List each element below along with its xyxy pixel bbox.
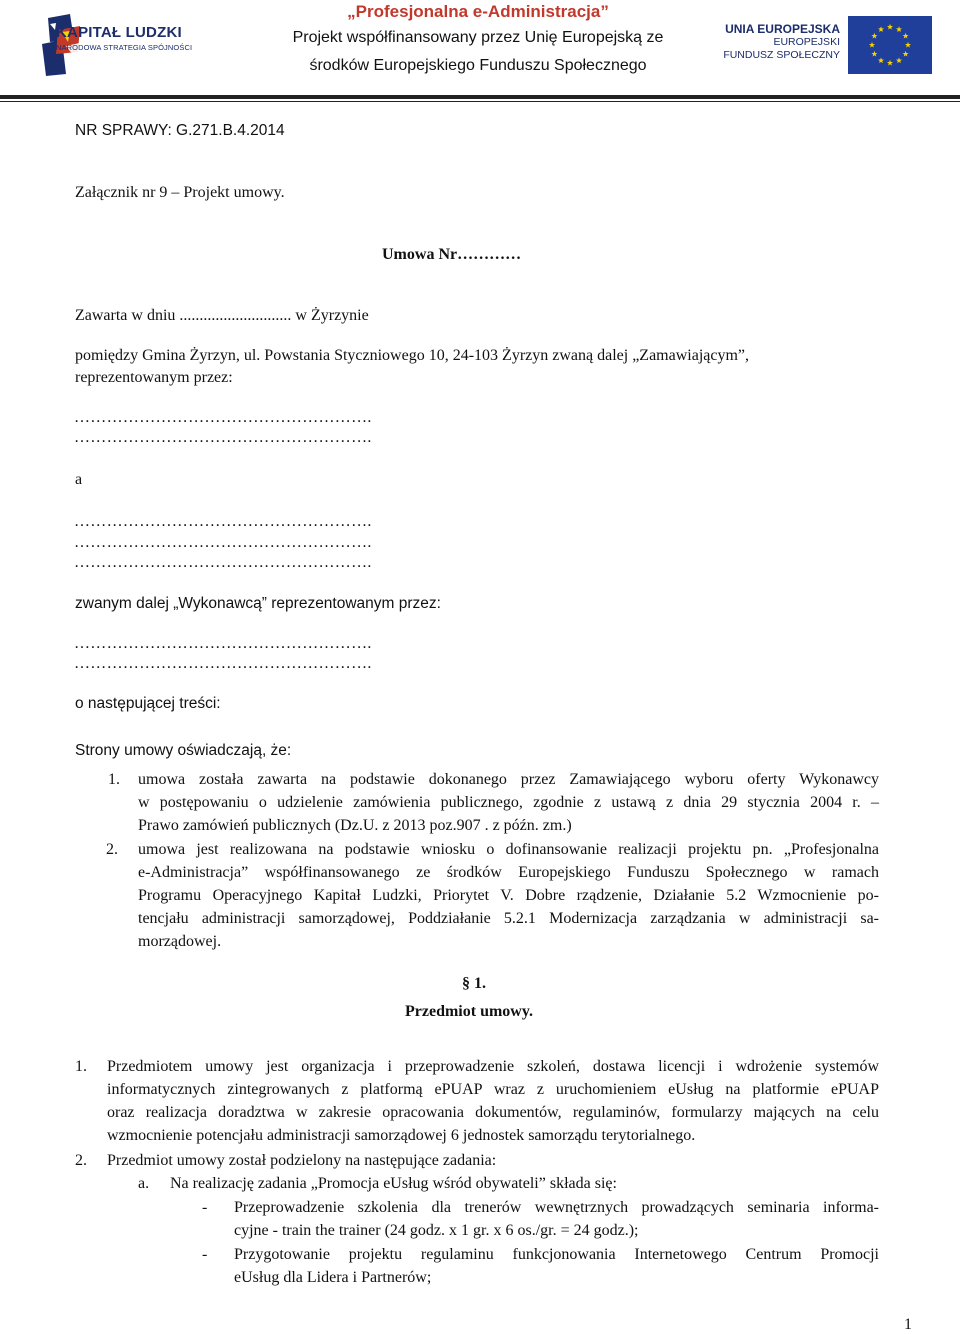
header-divider-thin (0, 101, 960, 102)
eu-text (718, 22, 840, 62)
eu-fund-line1: EUROPEJSKI (773, 36, 840, 48)
section-line: wzmocnienie potencjału administracji samorządowej 6 jednostek samorządu terytorialnego. (107, 1127, 696, 1144)
task-line: Przeprowadzenie szkolenia dla trenerów wewnętrznych prowadzących seminaria informa- (234, 1199, 879, 1216)
parties-line-2: reprezentowanym przez: (75, 369, 233, 386)
contractor-line: zwanym dalej „Wykonawcą” reprezentowanym przez: (75, 595, 441, 612)
declaration-number: 2. (106, 841, 118, 858)
contract-number: Umowa Nr………… (382, 246, 522, 263)
eu-flag-icon (848, 16, 932, 74)
kapital-ludzki-title: KAPITAŁ LUDZKI (56, 24, 182, 41)
section-title: Przedmiot umowy. (405, 1003, 533, 1020)
document-header (0, 0, 960, 104)
task-line: cyjne - train the trainer (24 godz. x 1 gr. x 6 os./gr. = 24 godz.); (234, 1222, 639, 1239)
declaration-line: w postępowaniu o udzielenie zamówienia publicznego, zgodnie z ustawą z dnia 29 stycznia 2004 r. – (138, 794, 879, 811)
declaration-number: 1. (108, 771, 120, 788)
section-item-2 (107, 1149, 879, 1172)
kapital-ludzki-text (56, 24, 192, 52)
declaration-line: tencjału administracji samorządowej, Poddziałanie 5.2.1 Modernizacja zarządzania w administracji sa- (138, 910, 879, 927)
project-header (262, 0, 694, 80)
declaration-line: umowa jest realizowana na podstawie wniosku o dofinansowanie realizacji projektu pn. „Profesjonalna (138, 841, 879, 858)
eu-fund-line2: FUNDUSZ SPOŁECZNY (723, 49, 840, 61)
declaration-item-2 (138, 838, 879, 953)
section-item-number: 2. (75, 1152, 87, 1169)
task-line: Przygotowanie projektu regulaminu funkcjonowania Internetowego Centrum Promocji (234, 1246, 879, 1263)
declaration-line: umowa została zawarta na podstawie dokonanego przez Zamawiającego wyboru oferty Wykonawcy (138, 771, 879, 788)
attachment-title: Załącznik nr 9 – Projekt umowy. (75, 184, 285, 201)
parties-line-1: pomiędzy Gmina Żyrzyn, ul. Powstania Styczniowego 10, 24-103 Żyrzyn zwaną dalej „Zamawiającym”, (75, 347, 750, 364)
task-a-text: Na realizację zadania „Promocja eUsług wśród obywateli” składa się: (170, 1175, 617, 1192)
declaration-line: Prawo zamówień publicznych (Dz.U. z 2013 poz.907 . z późn. zm.) (138, 817, 572, 834)
project-cofinance-line: Projekt współfinansowany przez Unię Europejską ze (292, 29, 664, 46)
eu-name: UNIA EUROPEJSKA (725, 22, 840, 36)
declaration-intro: Strony umowy oświadczają, że: (75, 742, 292, 759)
placeholder-dots: ………………………………………………. (74, 409, 372, 426)
section-item-number: 1. (75, 1058, 87, 1075)
section-line: informatycznych zintegrowanych z platformą ePUAP wraz z uruchomieniem eUsług na platformie ePUAP (107, 1081, 879, 1098)
declaration-line: morządowej. (138, 933, 222, 950)
header-divider-thick (0, 95, 960, 99)
declaration-line: e-Administracja” współfinansowanego ze środków Europejskiego Funduszu Społecznego w ramach (138, 864, 879, 881)
section-item-1 (107, 1055, 879, 1147)
placeholder-dots: ………………………………………………. (74, 655, 372, 672)
kapital-ludzki-subtitle: NARODOWA STRATEGIA SPÓJNOŚCI (56, 43, 193, 52)
case-number: NR SPRAWY: G.271.B.4.2014 (75, 122, 285, 139)
date-line: Zawarta w dniu ............................ w Żyrzynie (75, 307, 369, 324)
section-line: oraz realizacja doradztwa w zakresie opracowania dokumentów, regulaminów, formularzy mających na celu (107, 1104, 879, 1121)
section-line: Przedmiot umowy został podzielony na następujące zadania: (107, 1152, 497, 1169)
placeholder-dots: ………………………………………………. (74, 429, 372, 446)
placeholder-dots: ………………………………………………. (74, 554, 372, 571)
declaration-line: Programu Operacyjnego Kapitał Ludzki, Priorytet V. Dobre rządzenie, Działanie 5.2 Wzmocnienie po- (138, 887, 879, 904)
and-conjunction: a (75, 471, 83, 488)
project-title: „Profesjonalna e-Administracja” (347, 2, 609, 21)
section-line: Przedmiotem umowy jest organizacja i przeprowadzenie szkoleń, dostawa licencji i wdrożenie systemów (107, 1058, 879, 1075)
task-bullet-dash: - (202, 1199, 208, 1216)
section-number: § 1. (462, 975, 486, 992)
task-line: eUsług dla Lidera i Partnerów; (234, 1269, 432, 1286)
task-a-item-1 (234, 1196, 879, 1242)
content-intro: o następującej treści: (75, 695, 221, 712)
placeholder-dots: ………………………………………………. (74, 513, 372, 530)
placeholder-dots: ………………………………………………. (74, 635, 372, 652)
task-a-item-2 (234, 1243, 879, 1289)
project-fund-line: środków Europejskiego Funduszu Społecznego (309, 57, 647, 74)
page-number: 1 (904, 1316, 912, 1333)
declaration-item-1 (138, 768, 879, 837)
placeholder-dots: ………………………………………………. (74, 534, 372, 551)
task-letter: a. (138, 1175, 150, 1192)
task-bullet-dash: - (202, 1246, 208, 1263)
